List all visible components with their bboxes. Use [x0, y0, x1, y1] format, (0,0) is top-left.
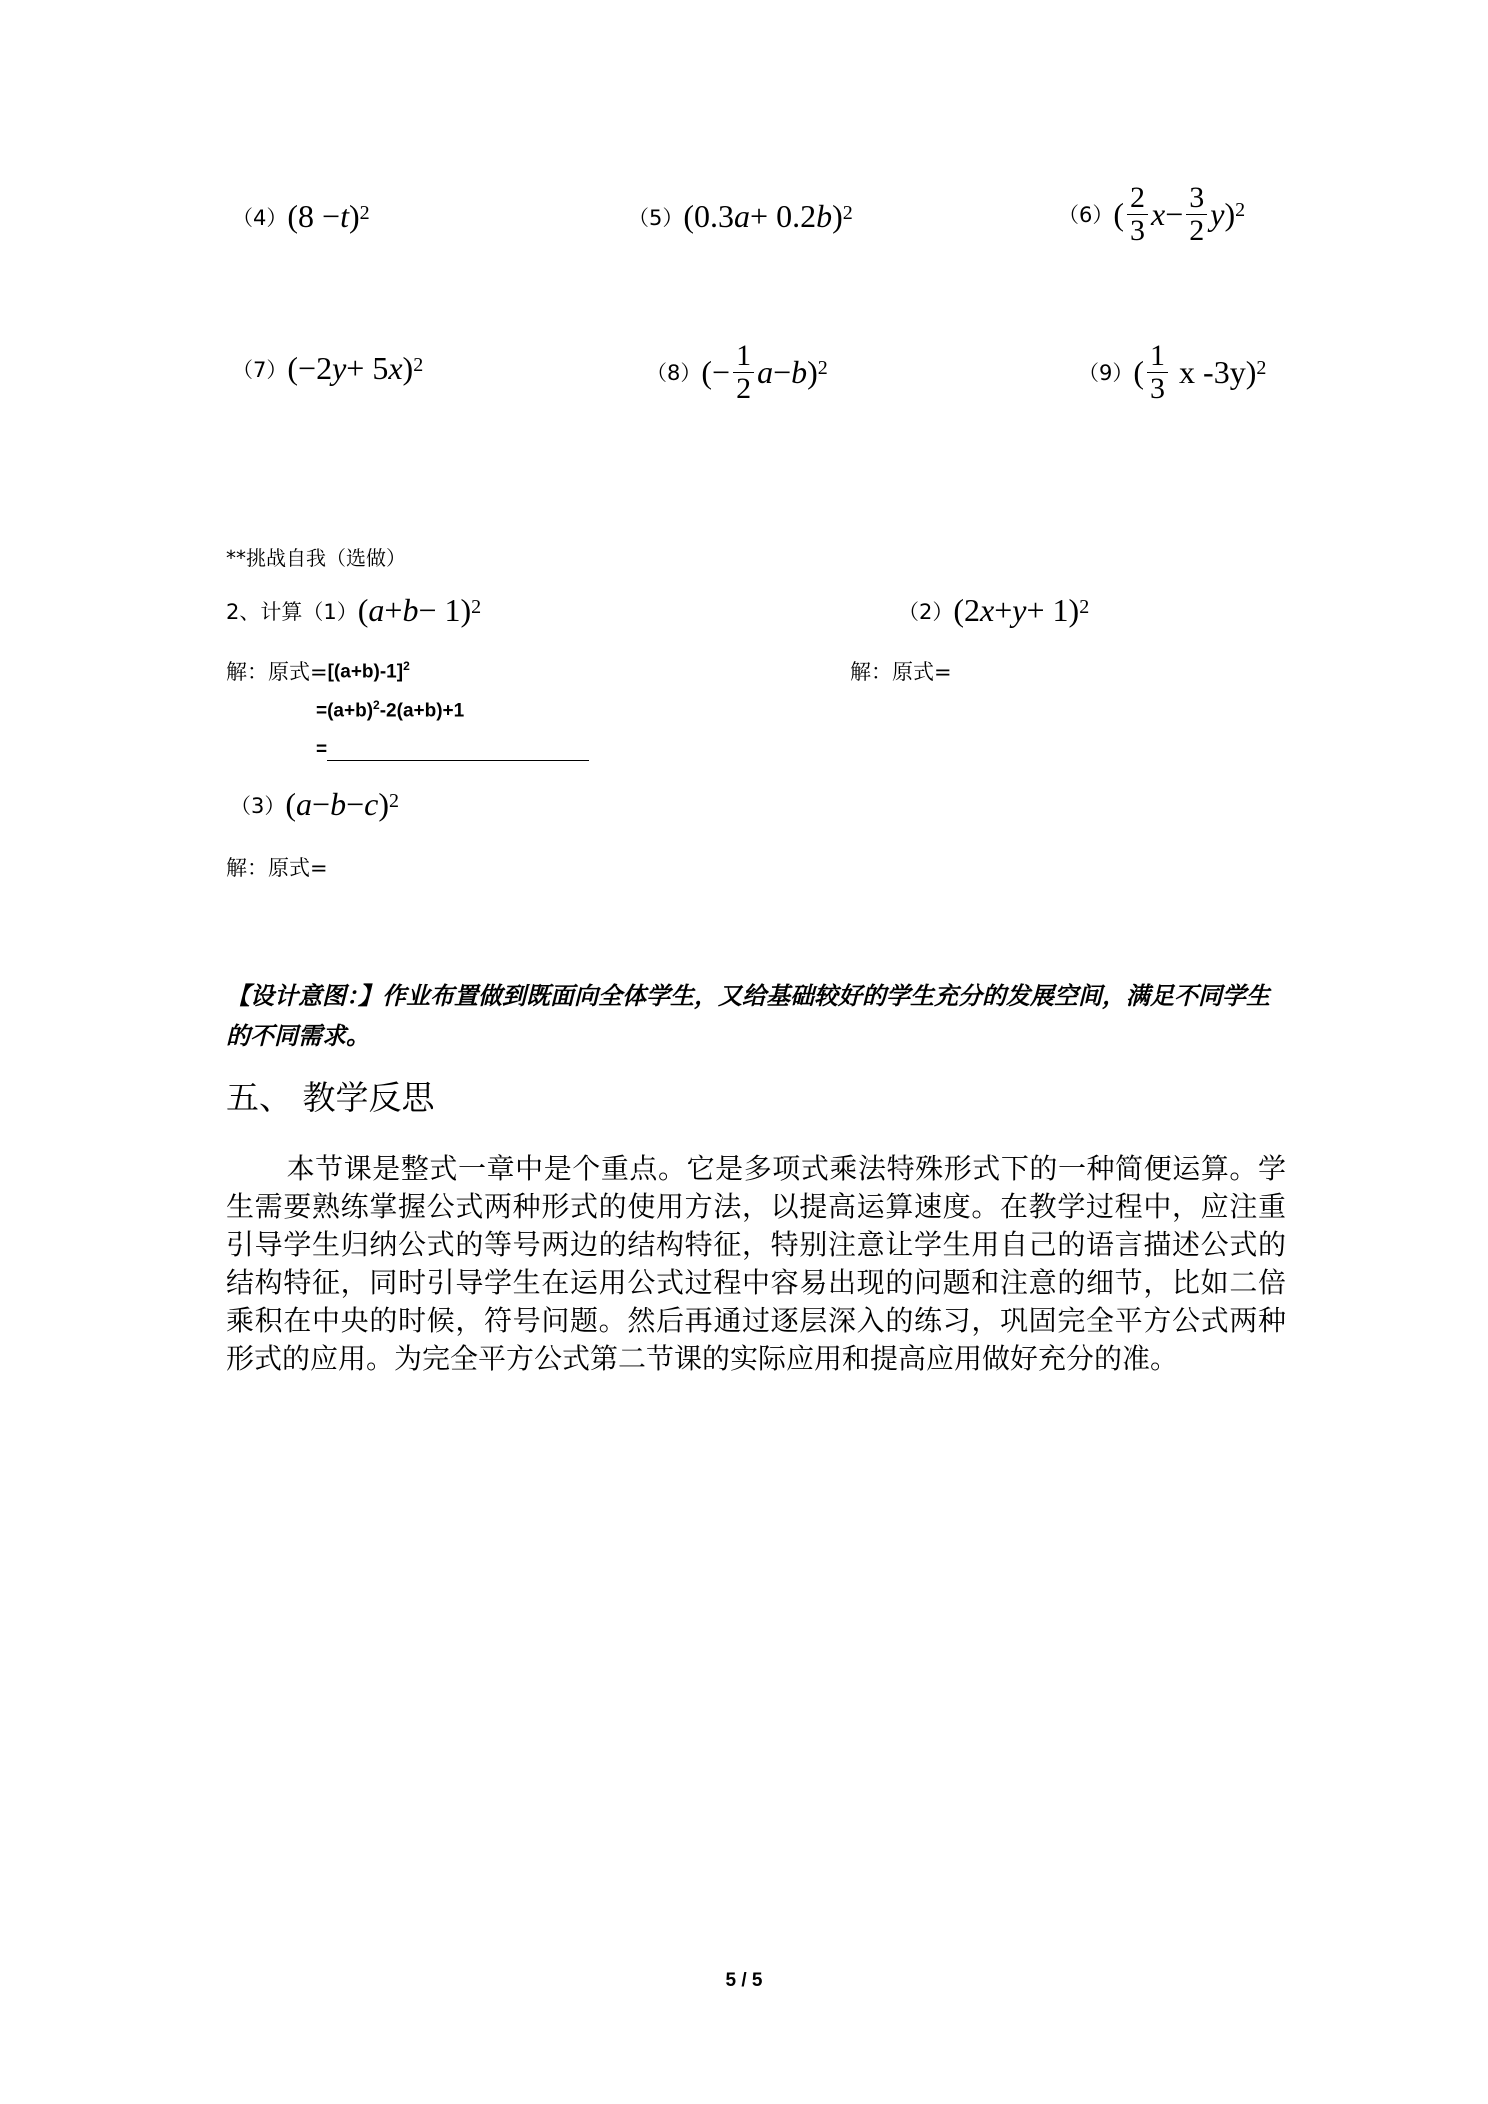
- exercise-6: [1058, 182, 1245, 246]
- expression: (8 − t ) $^2$: [287, 198, 370, 234]
- solution-2-line-1: [850, 656, 952, 686]
- expression: (− $\frac{1}{2}$ a − b ) $^2$: [701, 339, 828, 405]
- exercise-label: （5）: [628, 205, 684, 230]
- expression: (−2 y + 5 x ) $^2$: [287, 350, 424, 386]
- expression: ( a + b − 1) $^2$: [357, 592, 482, 628]
- expression: (2 x + y + 1) $^2$: [953, 592, 1090, 628]
- expression: (0.3 a + 0.2 b ) $^2$: [683, 198, 853, 234]
- solution-1-line-3: [316, 738, 589, 761]
- solution-step: $[(a+b)-1]^2$: [327, 658, 410, 683]
- exercise-label: （4）: [232, 205, 288, 230]
- exercise-label: （6）: [1058, 203, 1114, 227]
- exercise-8: [646, 340, 828, 404]
- expression: ( $\frac{2}{3}$ x − $\frac{3}{2}$ y ) $^2$: [1113, 181, 1246, 247]
- solution-1-line-1: [226, 656, 410, 686]
- challenge-q1: [226, 592, 481, 629]
- exercise-label: （9）: [1078, 361, 1134, 385]
- challenge-title: **挑战自我（选做）: [226, 546, 406, 570]
- exercise-label: （8）: [646, 361, 702, 385]
- answer-blank: [327, 738, 589, 761]
- design-intent: 【设计意图：】作业布置做到既面向全体学生，又给基础较好的学生充分的发展空间，满足不同学生的不同需求。: [226, 982, 1270, 1050]
- question-label: （2）: [898, 599, 954, 624]
- solution-3-line-1: 解：原式=: [226, 856, 328, 880]
- exercise-9: [1078, 340, 1266, 404]
- expression: ( a − b − c ) $^2$: [285, 786, 399, 822]
- solution-prefix: 解：原式=: [226, 660, 328, 684]
- reflection-text: 本节课是整式一章中是个重点。它是多项式乘法特殊形式下的一种简便运算。学生需要熟练掌握公式两种形式的使用方法，以提高运算速度。在教学过程中，应注重引导学生归纳公式的等号两边的结构特征，特别注意让学生用自己的语言描述公式的结构特征，同时引导学生在运用公式过程中容易出现的问题和注意的细节，比如二倍乘积在中央的时候，符号问题。然后再通过逐层深入的练习，巩固完全平方公式两种形式的应用。为完全平方公式第二节课的实际应用和提高应用做好充分的准。: [226, 1152, 1286, 1375]
- expression-tail: x -3y): [1179, 353, 1257, 390]
- page-number: 5 / 5: [725, 1970, 763, 1991]
- exercise-5: [628, 198, 853, 235]
- exercise-label: （7）: [232, 357, 288, 382]
- challenge-q2: [898, 592, 1089, 629]
- question-label: （3）: [230, 793, 286, 818]
- solution-1-line-2: $=(a+b)^2-2(a+b)+1$: [316, 698, 465, 722]
- solution-prefix: 解：原式=: [850, 660, 952, 684]
- challenge-q3: [230, 786, 399, 823]
- expression: ( $\frac{1}{3}$ x -3y) $^2$: [1133, 339, 1267, 405]
- equals-sign: =: [316, 739, 328, 760]
- exercise-4: [232, 198, 370, 235]
- question-label: 2、计算（1）: [226, 599, 358, 624]
- reflection-paragraph: [226, 1150, 1286, 1378]
- section-heading: 五、 教学反思: [226, 1078, 435, 1117]
- exercise-7: [232, 350, 423, 387]
